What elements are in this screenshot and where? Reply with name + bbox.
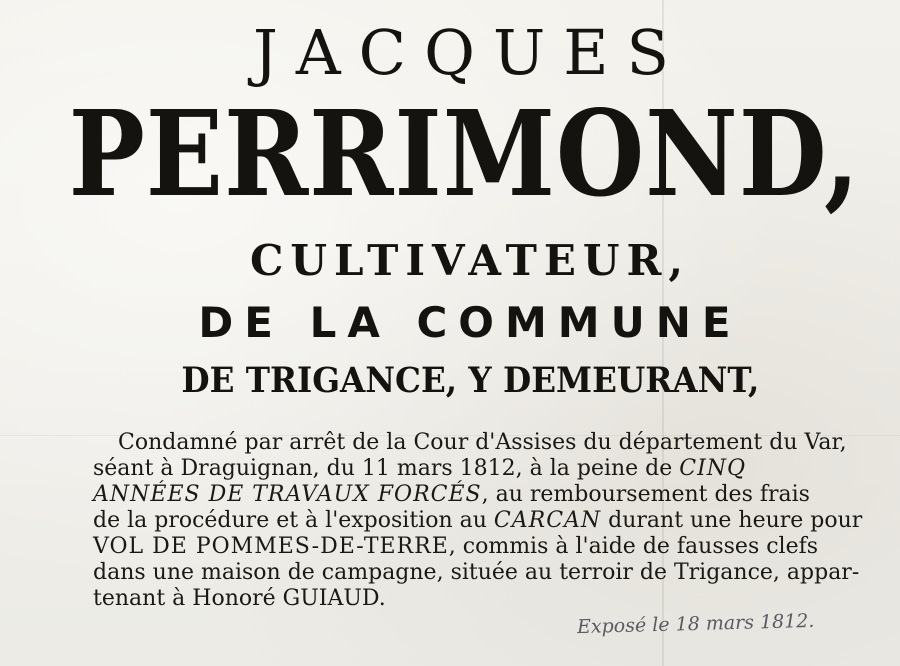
- handwritten-annotation: Exposé le 18 mars 1812.: [576, 609, 815, 639]
- crime-emphasis: VOL DE POMMES-DE-TERRE: [93, 534, 449, 559]
- paragraph-text: séant à Draguignan, du 11 mars 1812, à la peine de: [93, 456, 680, 481]
- paragraph-line: [93, 534, 818, 561]
- paragraph-line: [118, 430, 847, 457]
- paragraph-text: Condamné par arrêt de la Cour d'Assises du département du Var,: [118, 430, 847, 455]
- paragraph-text: , commis à l'aide de fausses clefs: [448, 534, 819, 559]
- first-name-heading: JACQUES: [253, 16, 687, 89]
- paragraph-line: [93, 456, 746, 483]
- paragraph-line: [93, 560, 859, 587]
- paragraph-text: de la procédure et à l'exposition au: [93, 508, 494, 533]
- sentence-emphasis: ANNÉES DE TRAVAUX FORCÉS: [93, 482, 482, 507]
- paragraph-text: durant une heure pour: [601, 508, 863, 533]
- surname-heading: PERRIMOND,: [68, 84, 861, 223]
- commune-heading: DE LA COMMUNE: [198, 298, 742, 347]
- paragraph-text: , au remboursement des frais: [481, 482, 810, 507]
- punishment-emphasis: CARCAN: [493, 508, 602, 533]
- occupation-heading: CULTIVATEUR,: [249, 236, 691, 285]
- residence-heading: DE TRIGANCE, Y DEMEURANT,: [181, 360, 760, 401]
- sentence-emphasis: CINQ: [679, 456, 747, 481]
- paragraph-line: [93, 482, 810, 509]
- paragraph-text: tenant à Honoré GUIAUD.: [93, 586, 386, 611]
- paragraph-line: [93, 586, 386, 613]
- paragraph-text: dans une maison de campagne, située au terroir de Trigance, appar-: [93, 560, 860, 585]
- paragraph-line: [93, 508, 862, 535]
